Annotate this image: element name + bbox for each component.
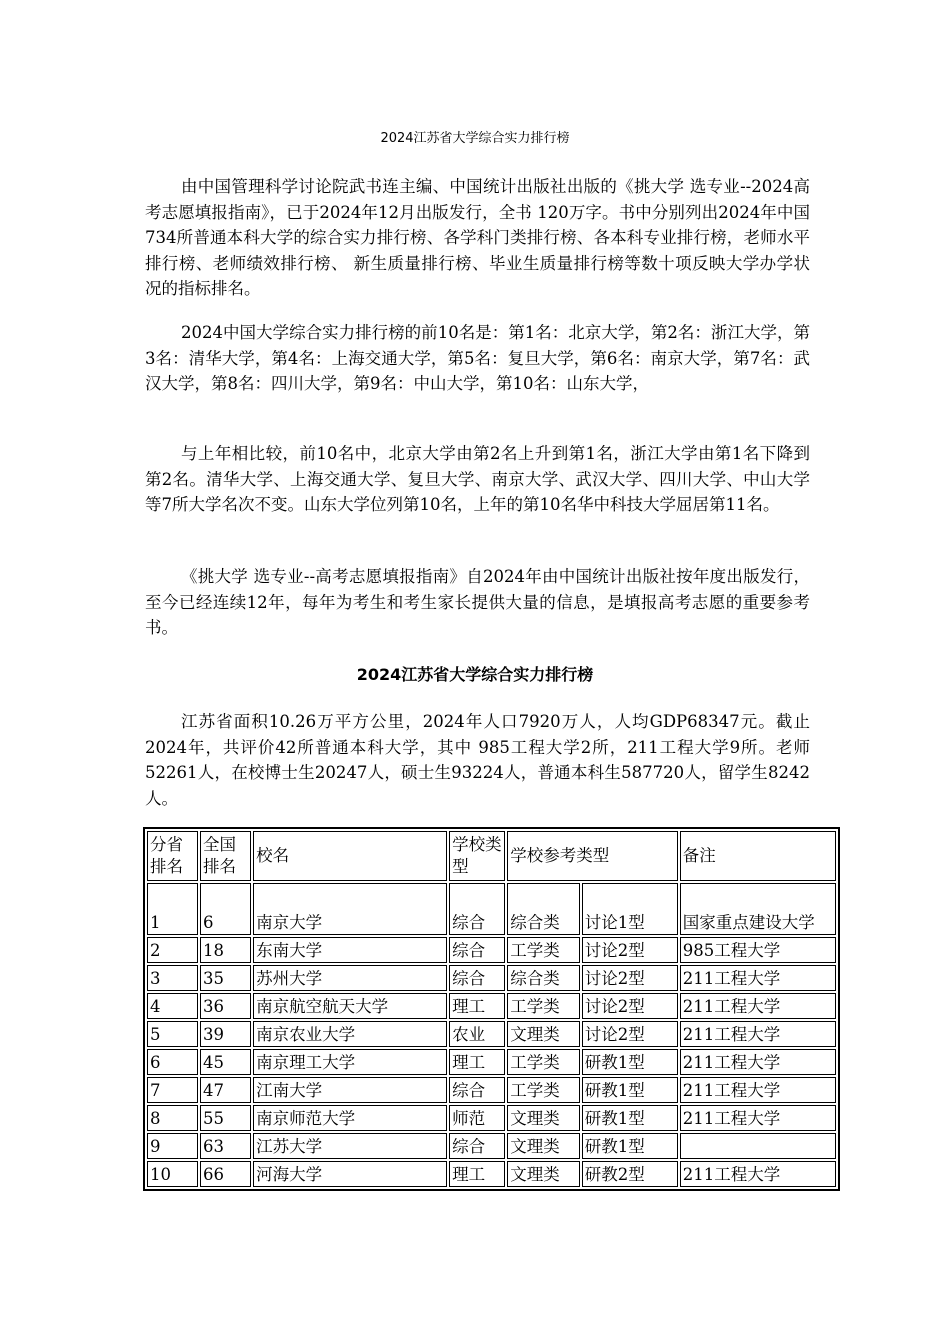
national-rank-cell: 6: [200, 883, 251, 935]
table-row: [147, 1133, 836, 1159]
remark-cell: 211工程大学: [680, 1105, 836, 1131]
school-type-cell: 师范: [449, 1105, 505, 1131]
reference-level-cell: 研教1型: [582, 1077, 678, 1103]
reference-level-cell: 讨论2型: [582, 965, 678, 991]
province-rank-cell: 10: [147, 1161, 198, 1187]
header-school-name: 校名: [253, 831, 447, 881]
national-rank-cell: 45: [200, 1049, 251, 1075]
national-rank-cell: 63: [200, 1133, 251, 1159]
remark-cell: 985工程大学: [680, 937, 836, 963]
reference-category-cell: 文理类: [507, 1133, 579, 1159]
province-rank-cell: 5: [147, 1021, 198, 1047]
header-province-rank: 分省排名: [147, 831, 198, 881]
reference-category-cell: 综合类: [507, 965, 579, 991]
school-name-cell: 南京航空航天大学: [253, 993, 447, 1019]
remark-cell: 211工程大学: [680, 993, 836, 1019]
national-rank-cell: 66: [200, 1161, 251, 1187]
reference-level-cell: 研教2型: [582, 1161, 678, 1187]
top10-paragraph: 2024中国大学综合实力排行榜的前10名是：第1名：北京大学，第2名：浙江大学，第3名：清华大学，第4名：上海交通大学，第5名：复旦大学，第6名：南京大学，第7名：武汉大学，第8名：四川大学，第9名：中山大学，第10名：山东大学，: [145, 323, 810, 393]
national-rank-cell: 47: [200, 1077, 251, 1103]
school-name-cell: 南京大学: [253, 883, 447, 935]
reference-level-cell: 讨论2型: [582, 993, 678, 1019]
book-paragraph: 《挑大学 选专业--高考志愿填报指南》自2024年由中国统计出版社按年度出版发行，至今已经连续12年，每年为考生和考生家长提供大量的信息，是填报高考志愿的重要参考书。: [145, 567, 810, 637]
remark-cell: 211工程大学: [680, 1077, 836, 1103]
reference-level-cell: 研教1型: [582, 1105, 678, 1131]
reference-category-cell: 文理类: [507, 1021, 579, 1047]
remark-cell: [680, 1133, 836, 1159]
document-title: 2024江苏省大学综合实力排行榜: [380, 131, 570, 146]
reference-category-cell: 文理类: [507, 1105, 579, 1131]
national-rank-cell: 36: [200, 993, 251, 1019]
school-type-cell: 理工: [449, 993, 505, 1019]
school-name-cell: 东南大学: [253, 937, 447, 963]
reference-level-cell: 讨论2型: [582, 1021, 678, 1047]
school-name-cell: 河海大学: [253, 1161, 447, 1187]
comparison-paragraph: 与上年相比较，前10名中，北京大学由第2名上升到第1名，浙江大学由第1名下降到第2名。清华大学、上海交通大学、复旦大学、南京大学、武汉大学、四川大学、中山大学等7所大学名次不变。山东大学位列第10名，上年的第10名华中科技大学屈居第11名。: [145, 444, 810, 514]
school-type-cell: 综合: [449, 1077, 505, 1103]
reference-level-cell: 讨论2型: [582, 937, 678, 963]
school-name-cell: 江南大学: [253, 1077, 447, 1103]
reference-category-cell: 工学类: [507, 937, 579, 963]
header-remark: 备注: [680, 831, 836, 881]
reference-level-cell: 研教1型: [582, 1133, 678, 1159]
remark-cell: 211工程大学: [680, 965, 836, 991]
school-name-cell: 江苏大学: [253, 1133, 447, 1159]
table-row: [147, 993, 836, 1019]
school-type-cell: 综合: [449, 937, 505, 963]
school-name-cell: 南京理工大学: [253, 1049, 447, 1075]
national-rank-cell: 39: [200, 1021, 251, 1047]
table-row: [147, 1049, 836, 1075]
school-name-cell: 苏州大学: [253, 965, 447, 991]
school-type-cell: 农业: [449, 1021, 505, 1047]
table-row: [147, 1105, 836, 1131]
reference-category-cell: 工学类: [507, 1049, 579, 1075]
school-type-cell: 综合: [449, 883, 505, 935]
province-rank-cell: 9: [147, 1133, 198, 1159]
table-row: [147, 1161, 836, 1187]
intro-paragraph: 由中国管理科学讨论院武书连主编、中国统计出版社出版的《挑大学 选专业--2024高考志愿填报指南》，已于2024年12月出版发行，全书 120万字。书中分别列出2024年中国734所普通本科大学的综合实力排行榜、各学科门类排行榜、各本科专业排行榜，老师水平排行榜、老师绩效排行榜、 新生质量排行榜、毕业生质量排行榜等数十项反映大学办学状况的指标排名。: [145, 177, 810, 298]
section-title: 2024江苏省大学综合实力排行榜: [356, 665, 594, 684]
school-type-cell: 综合: [449, 1133, 505, 1159]
remark-cell: 211工程大学: [680, 1161, 836, 1187]
ranking-table: [143, 827, 840, 1191]
national-rank-cell: 18: [200, 937, 251, 963]
table-row: [147, 1021, 836, 1047]
table-row: [147, 1077, 836, 1103]
reference-category-cell: 工学类: [507, 993, 579, 1019]
remark-cell: 211工程大学: [680, 1021, 836, 1047]
header-reference-type: 学校参考类型: [507, 831, 677, 881]
header-national-rank: 全国排名: [200, 831, 251, 881]
school-type-cell: 综合: [449, 965, 505, 991]
province-summary-paragraph: 江苏省面积10.26万平方公里，2024年人口7920万人，人均GDP68347元。截止2024年，共评价42所普通本科大学，其中 985工程大学2所，211工程大学9所。老师52261人，在校博士生20247人，硕士生93224人，普通本科生587720人，留学生8242人。: [145, 712, 810, 808]
reference-level-cell: 研教1型: [582, 1049, 678, 1075]
province-rank-cell: 3: [147, 965, 198, 991]
national-rank-cell: 35: [200, 965, 251, 991]
reference-level-cell: 讨论1型: [582, 883, 678, 935]
province-rank-cell: 8: [147, 1105, 198, 1131]
header-school-type: 学校类型: [449, 831, 505, 881]
table-header-row: [147, 831, 836, 881]
table-row: [147, 937, 836, 963]
school-type-cell: 理工: [449, 1049, 505, 1075]
school-type-cell: 理工: [449, 1161, 505, 1187]
province-rank-cell: 7: [147, 1077, 198, 1103]
reference-category-cell: 综合类: [507, 883, 579, 935]
reference-category-cell: 工学类: [507, 1077, 579, 1103]
province-rank-cell: 4: [147, 993, 198, 1019]
remark-cell: 211工程大学: [680, 1049, 836, 1075]
reference-category-cell: 文理类: [507, 1161, 579, 1187]
province-rank-cell: 1: [147, 883, 198, 935]
table-row: [147, 883, 836, 935]
province-rank-cell: 2: [147, 937, 198, 963]
table-row: [147, 965, 836, 991]
school-name-cell: 南京师范大学: [253, 1105, 447, 1131]
province-rank-cell: 6: [147, 1049, 198, 1075]
remark-cell: 国家重点建设大学: [680, 883, 836, 935]
national-rank-cell: 55: [200, 1105, 251, 1131]
school-name-cell: 南京农业大学: [253, 1021, 447, 1047]
